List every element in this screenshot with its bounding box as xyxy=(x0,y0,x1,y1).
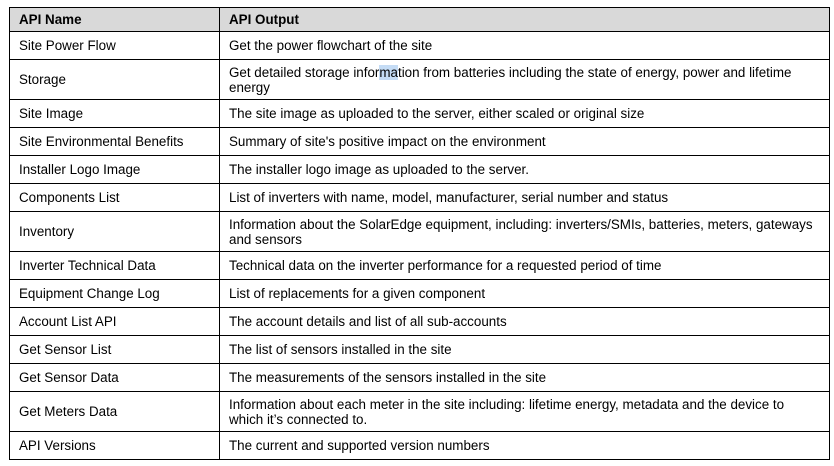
api-table-container xyxy=(9,7,829,460)
table-row xyxy=(10,212,830,252)
api-output-cell: Technical data on the inverter performance for a requested period of time xyxy=(220,252,830,280)
api-output-cell: List of replacements for a given component xyxy=(220,280,830,308)
api-output-cell: List of inverters with name, model, manufacturer, serial number and status xyxy=(220,184,830,212)
api-name-cell: Account List API xyxy=(10,308,220,336)
output-text: Get detailed storage infor xyxy=(229,64,380,80)
table-row xyxy=(10,252,830,280)
api-name-cell: Get Sensor List xyxy=(10,336,220,364)
api-name-cell: Components List xyxy=(10,184,220,212)
table-row xyxy=(10,308,830,336)
api-name-cell: Site Power Flow xyxy=(10,32,220,60)
api-output-cell: The account details and list of all sub-accounts xyxy=(220,308,830,336)
table-row xyxy=(10,184,830,212)
table-row xyxy=(10,156,830,184)
table-row xyxy=(10,336,830,364)
table-row xyxy=(10,32,830,60)
api-name-cell: Storage xyxy=(10,60,220,100)
api-output-cell: The measurements of the sensors installed in the site xyxy=(220,364,830,392)
api-output-cell: Information about the SolarEdge equipment, including: inverters/SMIs, batteries, meters, gateways and sensors xyxy=(220,212,830,252)
table-row xyxy=(10,60,830,100)
table-row xyxy=(10,432,830,460)
api-output-cell: The list of sensors installed in the site xyxy=(220,336,830,364)
api-output-cell: Information about each meter in the site including: lifetime energy, metadata and the device to which it’s connected to. xyxy=(220,392,830,432)
api-name-cell: API Versions xyxy=(10,432,220,460)
table-row xyxy=(10,392,830,432)
api-output-cell: The current and supported version numbers xyxy=(220,432,830,460)
table-row xyxy=(10,128,830,156)
api-name-cell: Inverter Technical Data xyxy=(10,252,220,280)
table-row xyxy=(10,100,830,128)
api-output-cell: Get the power flowchart of the site xyxy=(220,32,830,60)
api-name-cell: Site Image xyxy=(10,100,220,128)
api-name-cell: Get Sensor Data xyxy=(10,364,220,392)
api-name-cell: Equipment Change Log xyxy=(10,280,220,308)
api-output-cell: The site image as uploaded to the server, either scaled or original size xyxy=(220,100,830,128)
api-name-cell: Installer Logo Image xyxy=(10,156,220,184)
output-text: tion from batteries including the state of energy, power and lifetime energy xyxy=(229,64,792,95)
text-selection-highlight[interactable]: ma xyxy=(379,64,398,80)
api-name-cell: Site Environmental Benefits xyxy=(10,128,220,156)
api-output-cell: The installer logo image as uploaded to the server. xyxy=(220,156,830,184)
header-api-name: API Name xyxy=(10,8,220,32)
api-name-cell: Get Meters Data xyxy=(10,392,220,432)
table-header-row xyxy=(10,8,830,32)
api-output-cell xyxy=(220,60,830,100)
table-row xyxy=(10,364,830,392)
header-api-output: API Output xyxy=(220,8,830,32)
api-output-cell: Summary of site's positive impact on the environment xyxy=(220,128,830,156)
table-row xyxy=(10,280,830,308)
api-name-cell: Inventory xyxy=(10,212,220,252)
api-table xyxy=(9,7,830,460)
